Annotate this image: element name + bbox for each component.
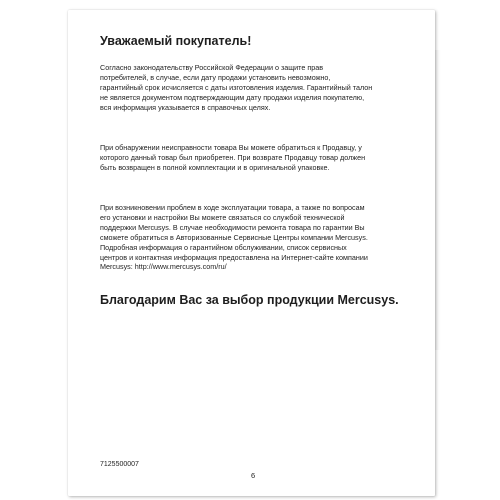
text-line: быть возвращен в полной комплектации и в оригинальной упаковке. bbox=[100, 162, 330, 172]
text-line: не является документом подтверждающим дату продажи изделия покупателю, bbox=[100, 92, 365, 102]
document-page bbox=[68, 10, 435, 496]
text-line: вся информация указывается в справочных целях. bbox=[100, 102, 271, 112]
text-line: Согласно законодательству Российской Федерации о защите прав bbox=[100, 63, 324, 72]
text-line: центров и контактная информация предоставлена на Интернет-сайте компании bbox=[100, 252, 368, 262]
text-line: которого данный товар был приобретен. При возврате Продавцу товар должен bbox=[100, 152, 366, 162]
closing-heading: Благодарим Вас за выбор продукции Mercusys. bbox=[100, 293, 399, 307]
text-line: потребителей, в случае, если дату продажи установить невозможно, bbox=[100, 72, 331, 82]
paragraph-seller-return bbox=[100, 143, 422, 173]
text-line: При возникновении проблем в ходе эксплуатации товара, а также по вопросам bbox=[100, 203, 365, 212]
page-number: 6 bbox=[251, 471, 256, 480]
paragraph-warranty-law bbox=[100, 63, 422, 113]
paragraph-support-info bbox=[100, 203, 422, 272]
document-code: 7125500007 bbox=[100, 461, 139, 468]
text-line: поддержки Mercusys. В случае необходимости ремонта товара по гарантии Вы bbox=[100, 222, 365, 232]
text-line: При обнаружении неисправности товара Вы можете обратиться к Продавцу, у bbox=[100, 143, 362, 152]
text-line: сможете обратиться в Авторизованные Сервисные Центры компании Mercusys. bbox=[100, 232, 368, 242]
text-line: Mercusys: http://www.mercusys.com/ru/ bbox=[100, 262, 227, 272]
text-line: Подробная информация о гарантийном обслуживании, список сервисных bbox=[100, 242, 347, 252]
text-line: его установки и настройки Вы можете связаться со службой технической bbox=[100, 212, 345, 222]
greeting-heading: Уважаемый покупатель! bbox=[100, 34, 252, 48]
text-line: гарантийный срок исчисляется с даты изготовления изделия. Гарантийный талон bbox=[100, 82, 373, 92]
